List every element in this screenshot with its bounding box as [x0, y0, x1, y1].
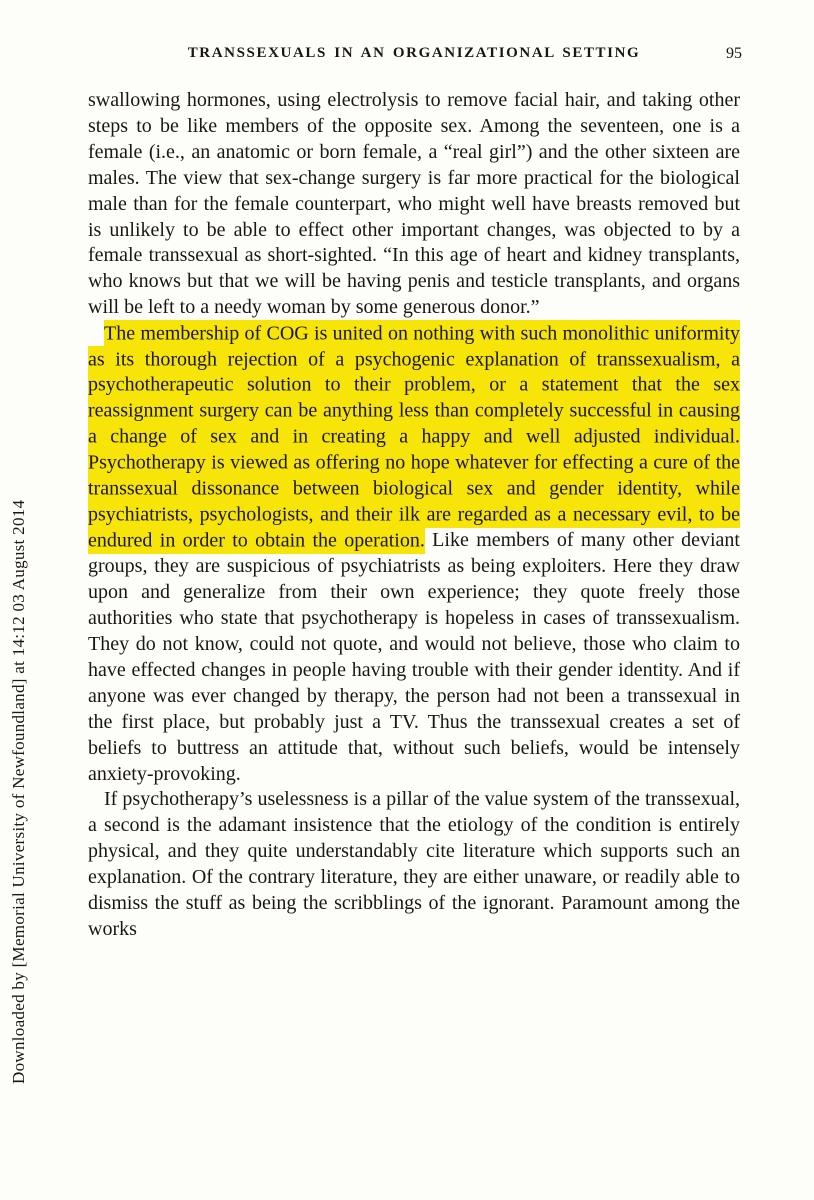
running-title: TRANSSEXUALS IN AN ORGANIZATIONAL SETTING	[187, 45, 641, 61]
download-stamp-text: Downloaded by [Memorial University of Newfoundland] at 14:12 03 August 2014	[9, 499, 28, 1084]
paragraph	[88, 321, 740, 787]
paragraph	[88, 88, 740, 321]
text-segment: swallowing hormones, using electrolysis to remove facial hair, and taking other steps to be like members of the opposite sex. Among the seventeen, one is a female (i.e., an anatomic or born female, a “real girl”) and the other sixteen are males. The view that sex-change surgery is far more practical for the biological male than for the female counterpart, who might well have breasts removed but is unlikely to be able to effect other important changes, was objected to by a female transsexual as short-sighted. “In this age of heart and kidney transplants, who knows but that we will be having penis and testicle transplants, and organs will be left to a needy woman by some generous donor.”	[88, 89, 740, 319]
download-stamp	[9, 378, 29, 1084]
page-header	[88, 45, 740, 62]
page-number: 95	[726, 45, 742, 62]
paragraph	[88, 787, 740, 942]
text-segment: If psychotherapy’s uselessness is a pillar of the value system of the transsexual, a second is the adamant insistence that the etiology of the condition is entirely physical, and they quite understandably cite literature which supports such an explanation. Of the contrary literature, they are either unaware, or readily able to dismiss the stuff as being the scribblings of the ignorant. Paramount among the works	[88, 788, 740, 940]
text-segment: Like members of many other deviant groups, they are suspicious of psychiatrists as being exploiters. Here they draw upon and generalize from their own experience; they quote freely those authorities who state that psychotherapy is hopeless in cases of transsexualism. They do not know, could not quote, and would not believe, those who claim to have effected changes in people having trouble with their gender identity. And if anyone was ever changed by therapy, the person had not been a transsexual in the first place, but probably just a TV. Thus the transsexual creates a set of beliefs to buttress an attitude that, without such beliefs, would be intensely anxiety-provoking.	[88, 529, 740, 785]
highlighted-text: The membership of COG is united on nothing with such monolithic uniformity as its thorough rejection of a psychogenic explanation of transsexualism, a psychotherapeutic solution to their problem, or a statement that the sex reassignment surgery can be anything less than completely successful in causing a change of sex and in creating a happy and well adjusted individual. Psychotherapy is viewed as offering no hope whatever for effecting a cure of the transsexual dissonance between biological sex and gender identity, while psychiatrists, psychologists, and their ilk are regarded as a necessary evil, to be endured in order to obtain the operation.	[88, 320, 740, 554]
body-text	[88, 88, 740, 943]
